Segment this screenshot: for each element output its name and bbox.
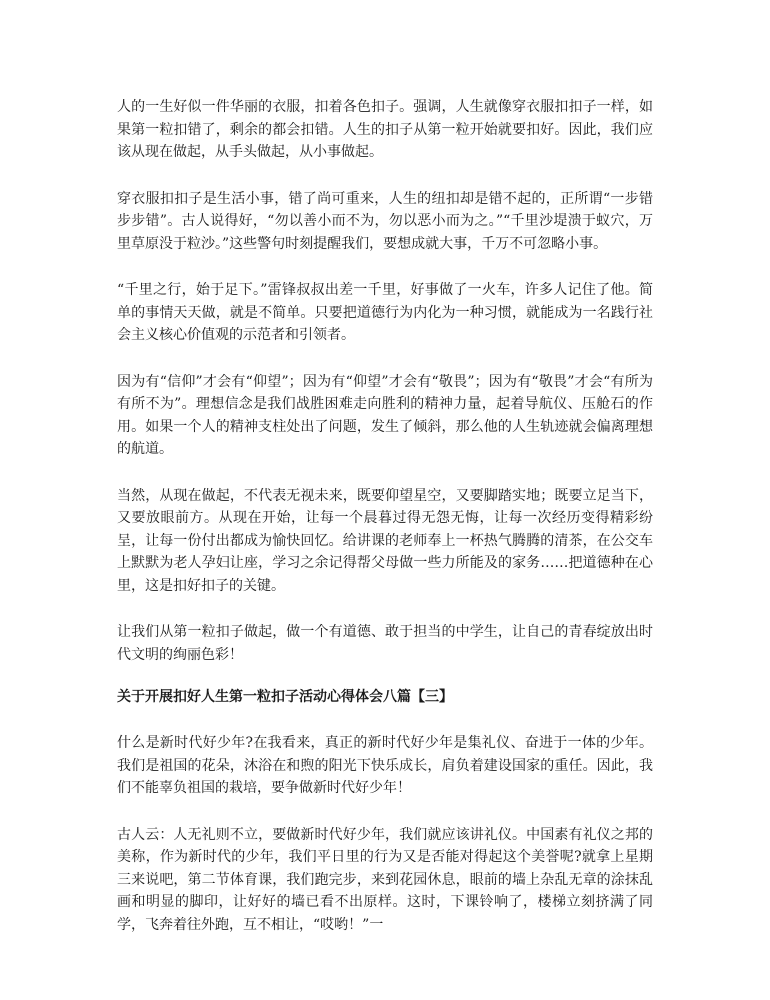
paragraph-2: 穿衣服扣扣子是生活小事，错了尚可重来，人生的纽扣却是错不起的，正所谓“一步错步步错”。古人说得好，“勿以善小而不为，勿以恶小而为之。”“千里沙堤溃于蚁穴，万里草原没于粒沙。”这些警句时刻提醒我们，要想成就大事，千万不可忽略小事。 [117,190,653,252]
paragraph-5: 当然，从现在做起，不代表无视未来，既要仰望星空，又要脚踏实地；既要立足当下，又要放眼前方。从现在开始，让每一个晨暮过得无怨无悔，让每一次经历变得精彩纷呈，让每一份付出都成为愉快回忆。给讲课的老师奉上一杯热气腾腾的清茶，在公交车上默默为老人孕妇让座，学习之余记得帮父母做一些力所能及的家务……把道德种在心里，这是扣好扣子的关键。 [117,487,653,594]
paragraph-8: 古人云：人无礼则不立，要做新时代好少年，我们就应该讲礼仪。中国素有礼仪之邦的美称，作为新时代的少年，我们平日里的行为又是否能对得起这个美誉呢?就拿上星期三来说吧，第二节体育课，我们跑完步，来到花园休息，眼前的墙上杂乱无章的涂抹乱画和明显的脚印，让好好的墙已看不出原样。这时，下课铃响了，楼梯立刻挤满了同学，飞奔着往外跑，互不相让，“哎哟！”一 [117,826,653,933]
document-page [117,96,653,936]
paragraph-6: 让我们从第一粒扣子做起，做一个有道德、敢于担当的中学生，让自己的青春绽放出时代文明的绚丽色彩！ [117,624,653,663]
paragraph-4: 因为有“信仰”才会有“仰望”；因为有“仰望”才会有“敬畏”；因为有“敬畏”才会“有所为有所不为”。理想信念是我们战胜困难走向胜利的精神力量，起着导航仪、压舱石的作用。如果一个人的精神支柱处出了问题，发生了倾斜，那么他的人生轨迹就会偏离理想的航道。 [117,373,653,457]
paragraph-3: “千里之行，始于足下。”雷锋叔叔出差一千里，好事做了一火车，许多人记住了他。简单的事情天天做，就是不简单。只要把道德行为内化为一种习惯，就能成为一名践行社会主义核心价值观的示范者和引领者。 [117,282,653,343]
paragraph-1: 人的一生好似一件华丽的衣服，扣着各色扣子。强调，人生就像穿衣服扣扣子一样，如果第一粒扣错了，剩余的都会扣错。人生的扣子从第一粒开始就要扣好。因此，我们应该从现在做起，从手头做起，从小事做起。 [117,99,653,160]
section-heading: 关于开展扣好人生第一粒扣子活动心得体会八篇【三】 [117,689,453,705]
paragraph-7: 什么是新时代好少年?在我看来，真正的新时代好少年是集礼仪、奋进于一体的少年。我们是祖国的花朵，沐浴在和煦的阳光下快乐成长，肩负着建设国家的重任。因此，我们不能辜负祖国的栽培，要争做新时代好少年！ [117,735,653,796]
